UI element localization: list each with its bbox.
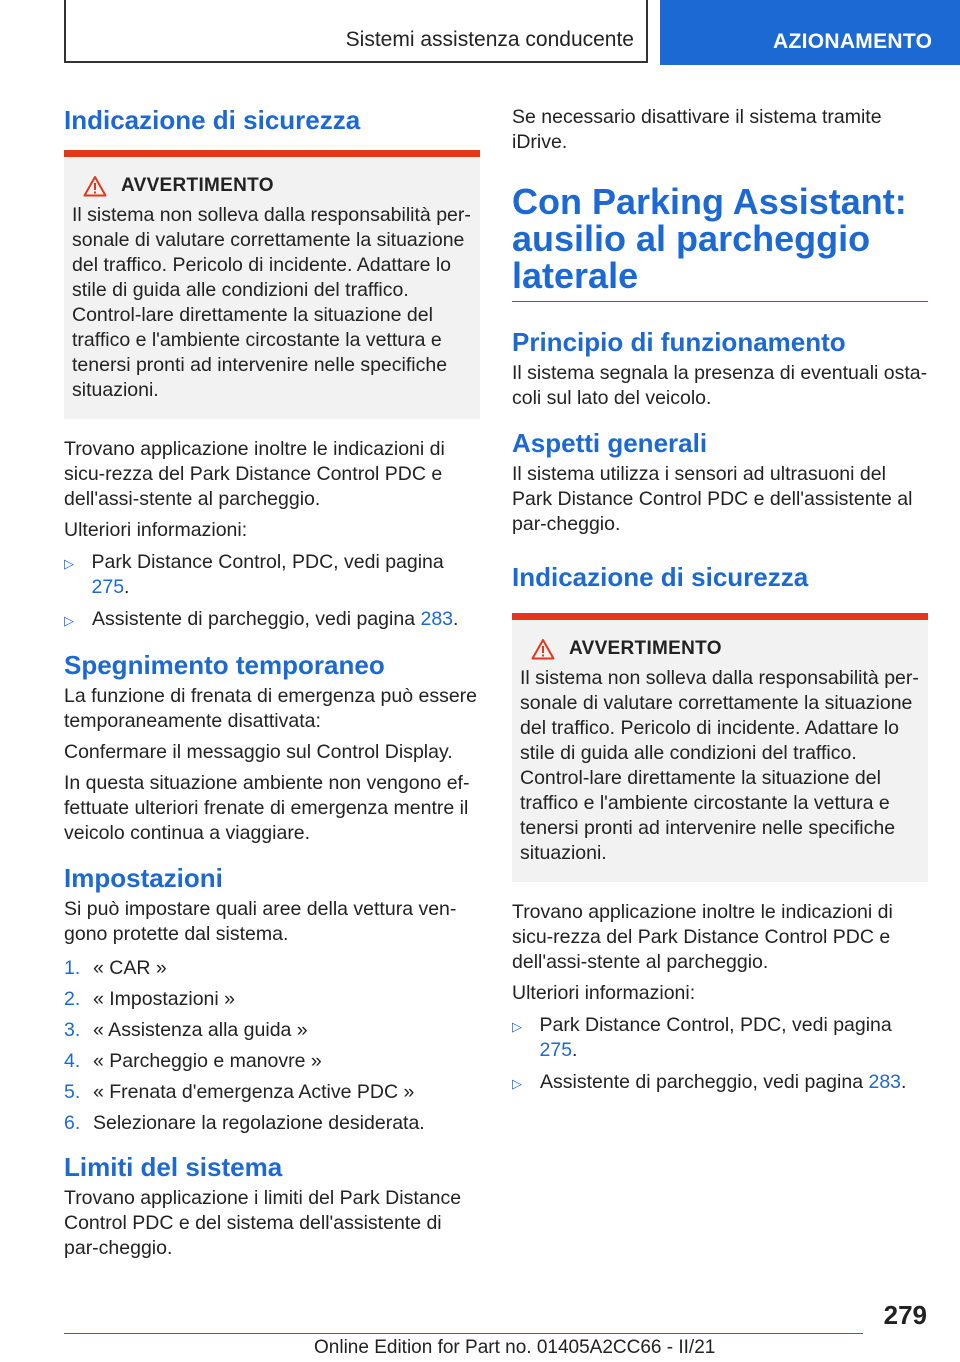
warning-box [512,613,928,882]
warning-label: AVVERTIMENTO [569,638,722,659]
step-number: 2. [64,988,81,1010]
page-link[interactable]: 275 [539,1039,573,1061]
step-number: 5. [64,1081,81,1103]
step-text: « Frenata d'emergenza Active PDC » [93,1081,415,1103]
heading-parking-assistant: Con Parking Assistant: ausilio al parcheggio laterale [512,181,907,296]
footer-edition: Online Edition for Part no. 01405A2CC66 - II/21 [314,1337,716,1358]
list-item: ▷ Assistente di parcheggio, vedi pagina 283. [512,1070,928,1096]
safety-paragraph: Trovano applicazione inoltre le indicazioni di sicu-rezza del Park Distance Control PDC e dell'assi-stente al parcheggio. [64,438,445,510]
header-chapter-title: AZIONAMENTO [773,30,933,53]
step-text: « Impostazioni » [93,988,235,1010]
page-number: 279 [883,1300,927,1330]
step-number: 4. [64,1050,81,1072]
heading-temporary-off: Spegnimento temporaneo [64,650,385,680]
step-text: Selezionare la regolazione desiderata. [93,1112,425,1134]
list-item-text: Assistente di parcheggio, vedi pagina [540,1071,869,1093]
general-paragraph: Il sistema utilizza i sensori ad ultrasuoni del Park Distance Control PDC e dell'assistente al par-cheggio. [512,463,913,535]
triangle-bullet-icon: ▷ [64,556,74,571]
list-item-text: Park Distance Control, PDC, vedi pagina [91,551,444,573]
list-item-text: Park Distance Control, PDC, vedi pagina [539,1014,892,1036]
off-paragraph-3: In questa situazione ambiente non vengono ef-fettuate ulteriori frenate di emergenza mentre il veicolo continua a viaggiare. [64,772,470,844]
step-text: « CAR » [93,957,167,979]
list-item: ▷ Park Distance Control, PDC, vedi pagina 275. [512,1014,892,1061]
warning-label: AVVERTIMENTO [121,175,274,196]
more-info-label: Ulteriori informazioni: [64,519,248,541]
step-item [64,987,480,1012]
principle-paragraph: Il sistema segnala la presenza di eventuali osta-coli sul lato del veicolo. [512,362,928,409]
step-item [64,1080,480,1105]
heading-safety-right: Indicazione di sicurezza [512,562,809,592]
step-number: 6. [64,1112,81,1134]
step-item [64,1111,480,1136]
heading-general: Aspetti generali [512,428,708,458]
right-column [512,100,928,1096]
off-paragraph-1: La funzione di frenata di emergenza può essere temporaneamente disattivata: [64,685,478,732]
safety-paragraph: Trovano applicazione inoltre le indicazioni di sicu-rezza del Park Distance Control PDC e dell'assi-stente al parcheggio. [512,901,893,973]
step-item [64,1018,480,1043]
heading-principle: Principio di funzionamento [512,327,846,357]
step-text: « Parcheggio e manovre » [93,1050,322,1072]
more-info-label: Ulteriori informazioni: [512,982,696,1004]
page-link[interactable]: 283 [868,1071,902,1093]
settings-steps-list [64,956,480,1136]
warning-title [531,638,920,660]
heading-safety: Indicazione di sicurezza [64,105,361,135]
triangle-bullet-icon: ▷ [512,1076,522,1091]
header-chapter-tab[interactable] [660,0,960,65]
main-heading-block [512,183,928,302]
warning-triangle-icon [83,175,107,197]
warning-triangle-icon [531,638,555,660]
page-link[interactable]: 275 [91,576,125,598]
header-section-title: Sistemi assistenza conducente [345,28,634,51]
heading-limits: Limiti del sistema [64,1152,283,1182]
left-column [64,100,480,1261]
step-item [64,1049,480,1074]
off-paragraph-2: Confermare il messaggio sul Control Display. [64,741,453,763]
step-text: « Assistenza alla guida » [93,1019,308,1041]
idrive-paragraph: Se necessario disattivare il sistema tramite iDrive. [512,106,882,153]
step-number: 3. [64,1019,81,1041]
limits-paragraph: Trovano applicazione i limiti del Park Distance Control PDC e del sistema dell'assistente di par-cheggio. [64,1187,462,1259]
triangle-bullet-icon: ▷ [64,613,74,628]
warning-title [83,175,472,197]
step-number: 1. [64,957,81,979]
triangle-bullet-icon: ▷ [512,1019,522,1034]
warning-box [64,150,480,419]
list-item: ▷ Park Distance Control, PDC, vedi pagina 275. [64,551,444,598]
heading-settings: Impostazioni [64,863,223,893]
warning-text: Il sistema non solleva dalla responsabilità per-sonale di valutare correttamente la situazione del traffico. Pericolo di incidente. Adattare lo stile di guida alle condizioni del traffico. Control-lare direttamente la situazione del traffico e l'ambiente circostante la vettura e tenersi pronti ad intervenire nelle specifiche situazioni. [520,667,919,864]
list-item-text: Assistente di parcheggio, vedi pagina [92,608,421,630]
warning-text: Il sistema non solleva dalla responsabilità per-sonale di valutare correttamente la situazione del traffico. Pericolo di incidente. Adattare lo stile di guida alle condizioni del traffico. Control-lare direttamente la situazione del traffico e l'ambiente circostante la vettura e tenersi pronti ad intervenire nelle specifiche situazioni. [72,204,471,401]
settings-paragraph: Si può impostare quali aree della vettura ven-gono protette dal sistema. [64,898,457,945]
list-item: ▷ Assistente di parcheggio, vedi pagina 283. [64,607,480,633]
footer-divider [64,1333,863,1334]
step-item [64,956,480,981]
page-link[interactable]: 283 [420,608,454,630]
header-section-box [64,0,648,63]
